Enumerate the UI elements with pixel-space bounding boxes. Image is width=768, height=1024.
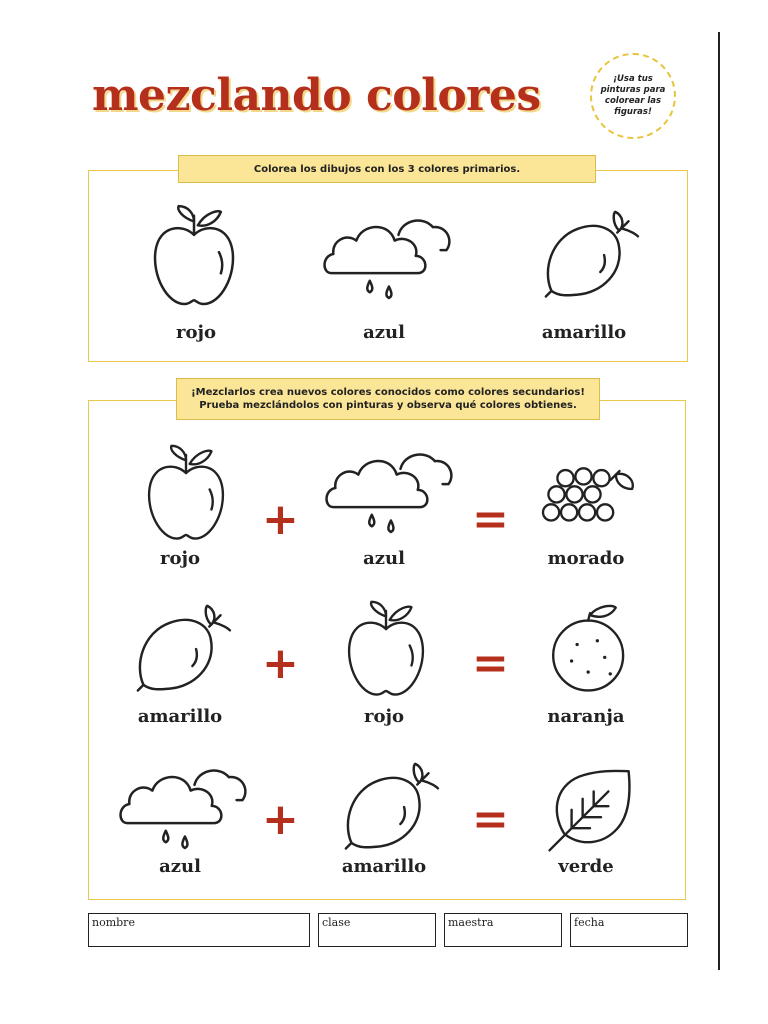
maestra-field[interactable]: maestra <box>444 913 562 947</box>
apple-icon <box>140 444 232 544</box>
label-morado: morado <box>547 548 625 569</box>
label-amarillo: amarillo <box>541 322 627 343</box>
rain-cloud-icon <box>322 440 456 536</box>
apple-icon <box>340 600 432 700</box>
label-azul: azul <box>159 856 201 877</box>
rain-cloud-icon <box>320 206 454 302</box>
label-amarillo: amarillo <box>137 706 223 727</box>
plus-sign: + <box>262 638 299 689</box>
label-azul: azul <box>363 548 405 569</box>
clase-field[interactable]: clase <box>318 913 436 947</box>
lemon-icon <box>130 604 234 698</box>
plus-sign: + <box>262 794 299 845</box>
label-rojo: rojo <box>175 322 216 343</box>
equals-sign: = <box>472 794 509 845</box>
instruction-line-1: ¡Mezclarlos crea nuevos colores conocidos como colores secundarios! <box>191 387 585 398</box>
lemon-icon <box>538 210 642 304</box>
page-title: mezclando colores <box>92 70 541 121</box>
equals-sign: = <box>472 638 509 689</box>
grapes-icon <box>538 462 638 534</box>
equals-sign: = <box>472 494 509 545</box>
leaf-icon <box>544 762 636 854</box>
label-amarillo: amarillo <box>341 856 427 877</box>
instruction-line-2: Prueba mezclándolos con pinturas y observa qué colores obtienes. <box>199 400 577 411</box>
label-rojo: rojo <box>363 706 404 727</box>
secondary-colors-instruction <box>176 378 600 420</box>
label-naranja: naranja <box>547 706 625 727</box>
label-verde: verde <box>558 856 614 877</box>
label-azul: azul <box>363 322 405 343</box>
lemon-icon <box>338 762 442 856</box>
apple-icon <box>146 204 242 310</box>
plus-sign: + <box>262 494 299 545</box>
page-edge-line <box>718 32 720 970</box>
fecha-field[interactable]: fecha <box>570 913 688 947</box>
paint-tip-badge: ¡Usa tus pinturas para colorear las figuras! <box>590 53 676 139</box>
label-rojo: rojo <box>159 548 200 569</box>
rain-cloud-icon <box>116 756 250 852</box>
nombre-field[interactable]: nombre <box>88 913 310 947</box>
primary-colors-instruction: Colorea los dibujos con los 3 colores primarios. <box>178 155 596 183</box>
orange-icon <box>544 600 636 700</box>
